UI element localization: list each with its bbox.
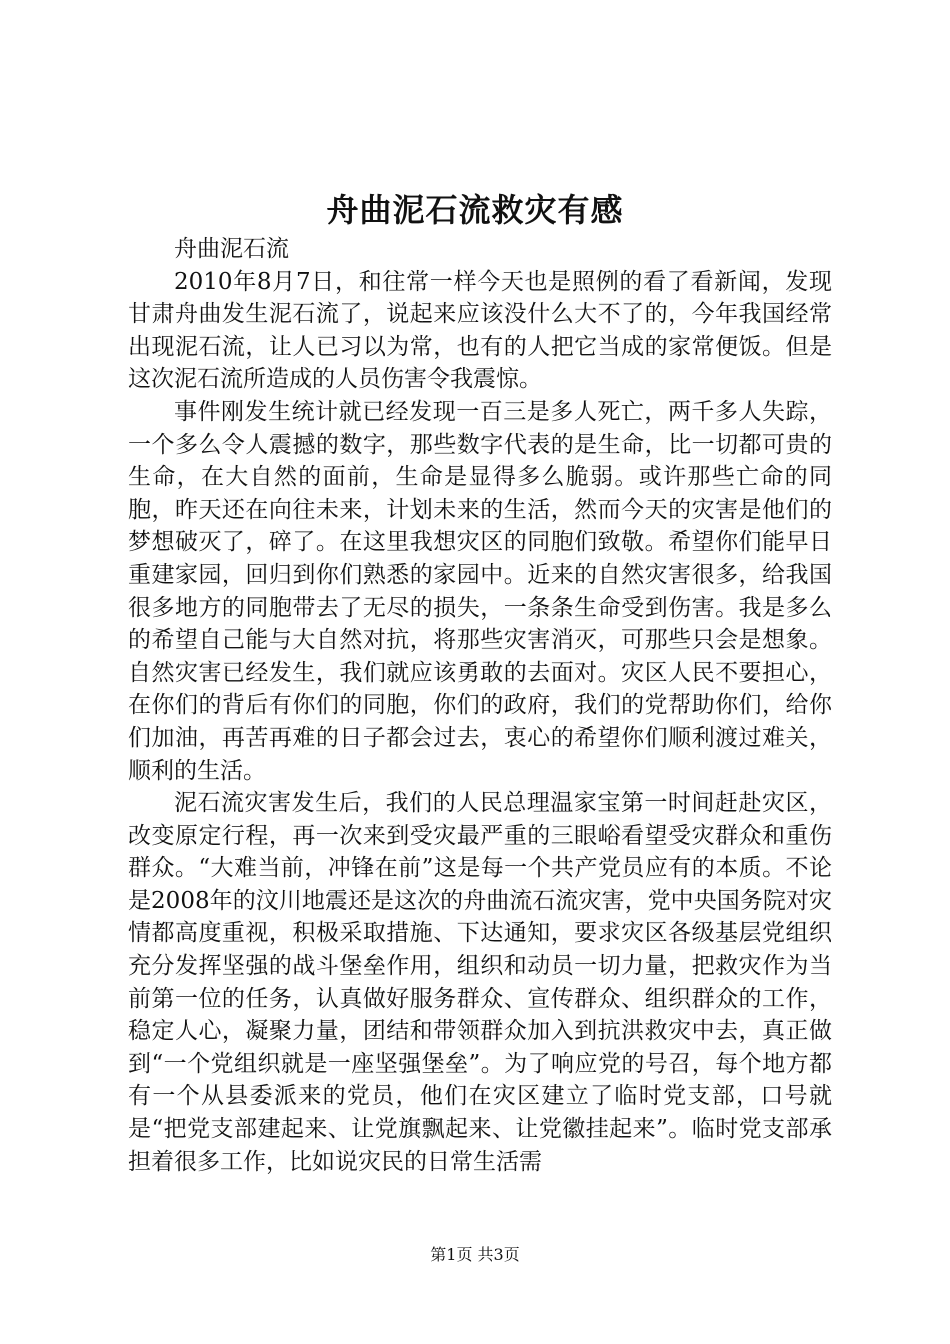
paragraph: 2010年8月7日，和往常一样今天也是照例的看了看新闻，发现甘肃舟曲发生泥石流了，说起来应该没什么大不了的，今年我国经常出现泥石流，让人已习以为常，也有的人把它当成的家常便饭。但是这次泥石流所造成的人员伤害令我震惊。 xyxy=(128,268,832,393)
document-body xyxy=(128,233,832,1178)
paragraph: 泥石流灾害发生后，我们的人民总理温家宝第一时间赶赴灾区，改变原定行程，再一次来到受灾最严重的三眼峪看望受灾群众和重伤群众。“大难当前，冲锋在前”这是每一个共产党员应有的本质。不论是2008年的汶川地震还是这次的舟曲流石流灾害，党中央国务院对灾情都高度重视，积极采取措施、下达通知，要求灾区各级基层党组织充分发挥坚强的战斗堡垒作用，组织和动员一切力量，把救灾作为当前第一位的任务，认真做好服务群众、宣传群众、组织群众的工作，稳定人心，凝聚力量，团结和带领群众加入到抗洪救灾中去，真正做到“一个党组织就是一座坚强堡垒”。为了响应党的号召，每个地方都有一个从县委派来的党员，他们在灾区建立了临时党支部，口号就是“把党支部建起来、让党旗飘起来、让党徽挂起来”。临时党支部承担着很多工作，比如说灾民的日常生活需 xyxy=(128,790,832,1175)
page-number-footer: 第1页 共3页 xyxy=(430,1245,520,1264)
document-title: 舟曲泥石流救灾有感 xyxy=(326,191,624,229)
paragraph: 事件刚发生统计就已经发现一百三是多人死亡，两千多人失踪，一个多么令人震撼的数字，那些数字代表的是生命，比一切都可贵的生命，在大自然的面前，生命是显得多么脆弱。或许那些亡命的同胞，昨天还在向往未来，计划未来的生活，然而今天的灾害是他们的梦想破灭了，碎了。在这里我想灾区的同胞们致敬。希望你们能早日重建家园，回归到你们熟悉的家园中。近来的自然灾害很多，给我国很多地方的同胞带去了无尽的损失，一条条生命受到伤害。我是多么的希望自己能与大自然对抗，将那些灾害消灭，可那些只会是想象。自然灾害已经发生，我们就应该勇敢的去面对。灾区人民不要担心，在你们的背后有你们的同胞，你们的政府，我们的党帮助你们，给你们加油，再苦再难的日子都会过去，衷心的希望你们顺利渡过难关，顺利的生活。 xyxy=(128,398,832,784)
paragraph: 舟曲泥石流 xyxy=(174,236,289,262)
